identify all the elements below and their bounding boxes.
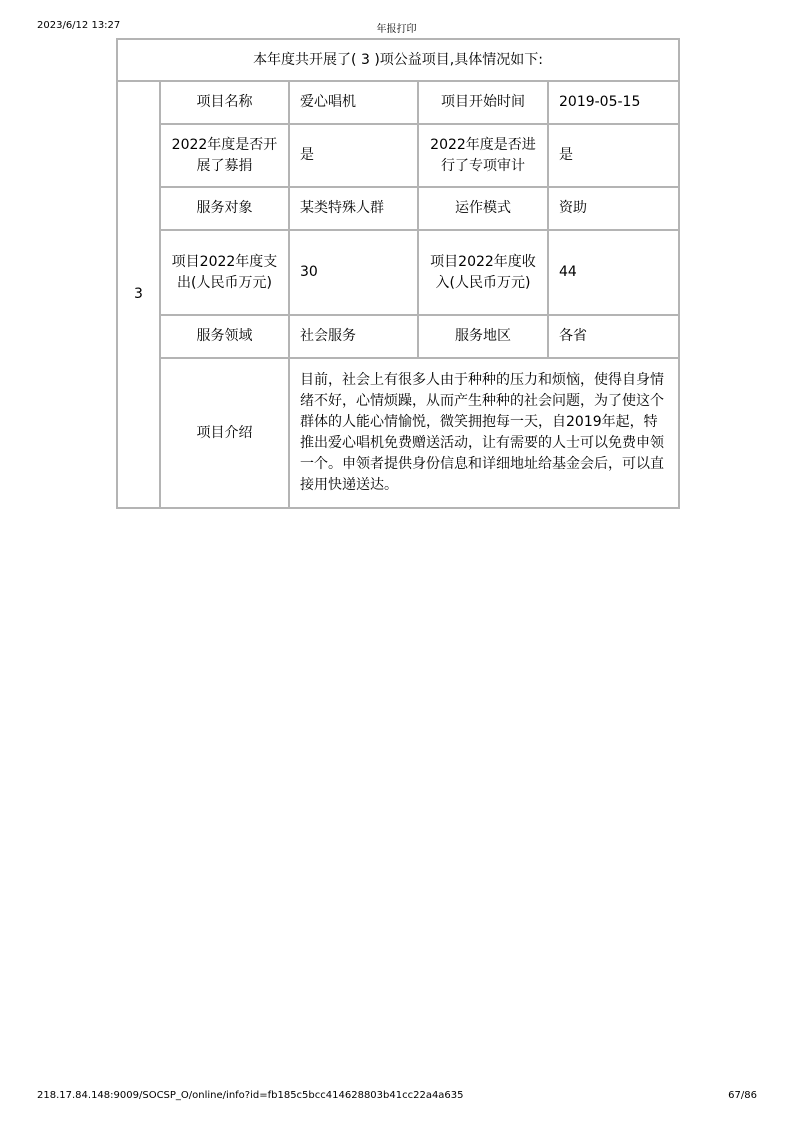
label-audit: 2022年度是否进行了专项审计 [418,124,548,187]
table-row [117,358,679,508]
table-row [117,124,679,187]
print-datetime: 2023/6/12 13:27 [37,20,121,31]
value-project-name: 爱心唱机 [289,81,418,124]
project-table [116,38,680,509]
label-project-name: 项目名称 [160,81,289,124]
page-number: 67/86 [728,1090,757,1101]
value-service-field: 社会服务 [289,315,418,358]
table-row [117,230,679,315]
value-audit: 是 [548,124,679,187]
label-service-region: 服务地区 [418,315,548,358]
table-row [117,315,679,358]
label-service-target: 服务对象 [160,187,289,230]
value-fundraising: 是 [289,124,418,187]
label-income: 项目2022年度收入(人民币万元) [418,230,548,315]
value-expenditure: 30 [289,230,418,315]
page-title: 年报打印 [376,24,417,35]
project-index: 3 [117,81,160,508]
label-project-intro: 项目介绍 [160,358,289,508]
value-project-intro: 目前，社会上有很多人由于种种的压力和烦恼，使得自身情绪不好，心情烦躁，从而产生种种的社会问题，为了使这个群体的人能心情愉悦，微笑拥抱每一天，自2019年起，特推出爱心唱机免费赠送活动，让有需要的人士可以免费申领一个。申领者提供身份信息和详细地址给基金会后，可以直接用快递送达。 [289,358,679,508]
label-operation-mode: 运作模式 [418,187,548,230]
label-fundraising: 2022年度是否开展了募捐 [160,124,289,187]
table-row [117,81,679,124]
value-operation-mode: 资助 [548,187,679,230]
summary-row [117,39,679,81]
summary-cell: 本年度共开展了( 3 )项公益项目,具体情况如下: [117,39,679,81]
label-expenditure: 项目2022年度支出(人民币万元) [160,230,289,315]
value-start-time: 2019-05-15 [548,81,679,124]
label-service-field: 服务领域 [160,315,289,358]
page-url: 218.17.84.148:9009/SOCSP_O/online/info?id=fb185c5bcc414628803b41cc22a4a635 [37,1090,464,1101]
value-income: 44 [548,230,679,315]
value-service-region: 各省 [548,315,679,358]
table-row [117,187,679,230]
value-service-target: 某类特殊人群 [289,187,418,230]
label-start-time: 项目开始时间 [418,81,548,124]
